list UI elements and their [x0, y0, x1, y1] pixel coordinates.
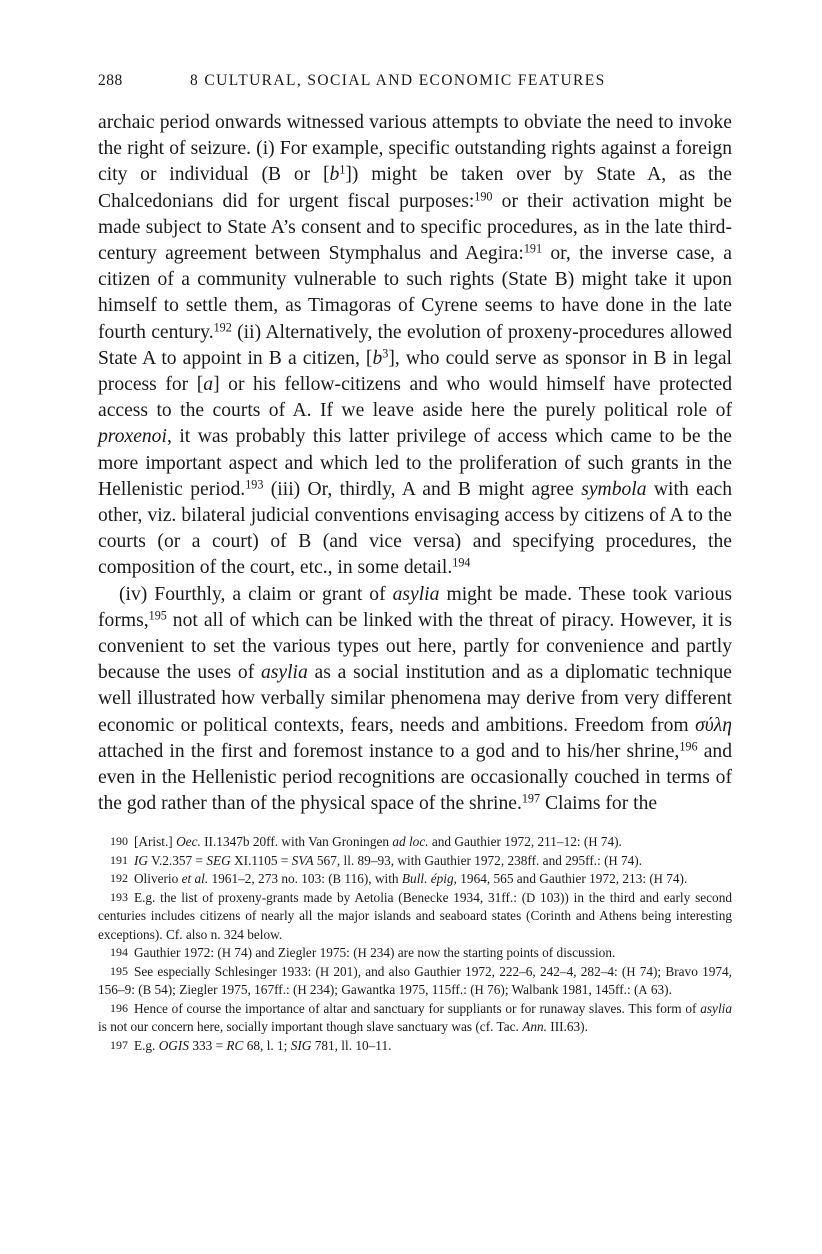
text-run: or, the inverse case, a citizen of a community vulnerable to such rights (State B) might take it upon himself to settle them, as Timagoras of Cyrene seems to have done in the late fourth century. — [98, 243, 732, 343]
section-ref: B — [142, 983, 152, 998]
italic-term: proxenoi — [98, 426, 167, 448]
footnote-ref-197[interactable]: 197 — [521, 791, 541, 806]
italic-term: SIG — [290, 1037, 312, 1053]
text-run: Claims for the — [540, 793, 658, 815]
footnote-196 — [98, 1000, 732, 1037]
italic-term: Ann. — [522, 1019, 547, 1035]
text-run: Hence of course the importance of altar and sanctuary for suppliants or for runaway slaves. This form of — [133, 1000, 701, 1016]
text-run: V.2.357 = — [147, 852, 207, 868]
variable-a: a — [203, 374, 214, 396]
italic-term: asylia — [392, 583, 440, 605]
text-run: 74). — [597, 834, 622, 850]
text-run: archaic period onwards witnessed various attempts to obviate the need to invoke the right of seizure. (i) For example, specific outstanding rights against a foreign city or individual (B or [ — [98, 112, 732, 186]
text-run: 116), with — [341, 871, 402, 887]
book-page — [98, 72, 732, 1055]
footnote-number: 190 — [110, 834, 128, 849]
section-ref: H — [653, 872, 663, 887]
text-run: II.1347b 20ff. with Van Groningen — [200, 834, 393, 850]
footnote-number: 194 — [110, 945, 128, 960]
section-ref: H — [319, 964, 330, 979]
text-run: 567, ll. 89–93, with Gauthier 1972, 238ff. and 295ff.: ( — [313, 852, 609, 868]
footnote-number: 197 — [110, 1037, 128, 1052]
italic-term: OGIS — [158, 1037, 189, 1053]
superscript: 3 — [382, 346, 389, 361]
italic-term: symbola — [581, 478, 647, 500]
section-ref: H — [626, 964, 636, 979]
text-run: E.g. the list of proxeny-grants made by Aetolia (Benecke 1934, 31ff.: ( — [133, 889, 527, 905]
section-ref: B — [332, 872, 342, 887]
paragraph-1 — [98, 110, 732, 582]
footnote-number: 192 — [110, 871, 128, 886]
section-ref: H — [357, 946, 367, 961]
text-run: or their activation might be made subject to State A’s consent and to specific procedures, as in the late third-century agreement between Stymphalus and Aegira: — [98, 190, 732, 265]
italic-term: IG — [133, 852, 148, 868]
main-text — [98, 110, 732, 817]
variable-b: b — [372, 347, 383, 369]
italic-term: Oec. — [176, 834, 201, 850]
text-run: 103)) in the third and early second centuries includes citizens of nearly all the major islands and seaboard states (Corinth and Athens being interesting exceptions). Cf. also n. 324 below. — [98, 889, 732, 942]
footnote-193 — [98, 889, 732, 945]
text-run: as a social institution and as a diplomatic technique well illustrated how verbally similar phenomena may derive from very different economic or political contexts, fears, needs and ambitions. Freedom from — [98, 662, 732, 736]
paragraph-2 — [98, 582, 732, 818]
text-run: 76); Walbank 1981, 145ff.: ( — [483, 982, 639, 998]
text-run: and even in the Hellenistic period recognitions are occasionally couched in terms of the god rather than of the physical space of the shrine. — [98, 740, 732, 815]
running-title: 8 CULTURAL, SOCIAL AND ECONOMIC FEATURES — [190, 72, 606, 89]
section-ref: H — [221, 946, 231, 961]
footnote-ref-196[interactable]: 196 — [679, 739, 698, 754]
footnote-194 — [98, 944, 732, 963]
footnote-ref-194[interactable]: 194 — [452, 555, 471, 570]
text-run: XI.1105 = — [230, 852, 292, 868]
running-header — [98, 72, 732, 94]
italic-term: et al. — [181, 871, 209, 887]
footnote-number: 193 — [110, 889, 128, 904]
text-run: ] or his fellow-citizens and who would himself have protected access to the courts of A. If we leave aside here the purely political role of — [98, 374, 732, 422]
text-run: See especially Schlesinger 1933: ( — [133, 963, 320, 979]
text-run: 201), and also Gauthier 1972, 222–6, 242–4, 282–4: ( — [329, 963, 627, 979]
footnote-ref-192[interactable]: 192 — [213, 319, 232, 334]
footnote-195 — [98, 963, 732, 1000]
footnote-ref-190[interactable]: 190 — [474, 188, 493, 203]
text-run: is not our concern here, socially important though slave sanctuary was (cf. Tac. — [98, 1019, 523, 1035]
text-run: 1961–2, 273 no. 103: ( — [208, 871, 333, 887]
text-run: 333 = — [189, 1037, 227, 1053]
text-run: 234) are now the starting points of discussion. — [366, 945, 616, 961]
text-run: 74). — [662, 871, 688, 887]
italic-term: ad loc. — [392, 834, 429, 850]
superscript: 1 — [339, 162, 346, 177]
section-ref: H — [297, 983, 307, 998]
section-ref: H — [588, 835, 598, 850]
text-run: [Arist.] — [133, 834, 177, 850]
text-run: 74); Bravo 1974, 156–9: ( — [98, 963, 732, 998]
italic-term: SVA — [291, 852, 314, 868]
text-run: and Gauthier 1972, 211–12: ( — [428, 834, 589, 850]
italic-term: asylia — [261, 662, 308, 684]
section-ref: H — [608, 853, 618, 868]
footnote-ref-191[interactable]: 191 — [523, 241, 543, 256]
variable-b: b — [329, 164, 340, 186]
footnote-number: 195 — [110, 963, 128, 978]
text-run: 74). — [617, 852, 643, 868]
section-ref: H — [474, 983, 484, 998]
text-run: ], who could serve as sponsor in B in legal process for [ — [98, 347, 733, 396]
text-run: Oliverio — [133, 871, 182, 887]
italic-term: Bull. épig — [401, 871, 454, 887]
italic-term: asylia — [700, 1000, 732, 1016]
italic-term: RC — [226, 1037, 244, 1053]
text-run: 74) and Ziegler 1975: ( — [230, 945, 358, 961]
footnote-number: 191 — [110, 852, 128, 867]
text-run: attached in the first and foremost instance to a god and to his/her shrine, — [98, 740, 680, 762]
text-run: (ii) Alternatively, the evolution of proxeny-procedures allowed State A to appoint in B a citizen, [ — [98, 321, 733, 369]
section-ref: D — [526, 890, 536, 905]
text-run: E.g. — [133, 1037, 159, 1053]
text-run: Gauthier 1972: ( — [133, 945, 222, 961]
footnote-192 — [98, 870, 732, 889]
footnote-191 — [98, 852, 732, 871]
text-run: 63). — [647, 982, 672, 998]
text-run: , 1964, 565 and Gauthier 1972, 213: ( — [453, 871, 654, 887]
text-run: (iii) Or, thirdly, A and B might agree — [263, 478, 582, 500]
footnote-number: 196 — [110, 1000, 128, 1015]
footnote-190 — [98, 833, 732, 852]
footnote-197 — [98, 1037, 732, 1056]
italic-term: SEG — [206, 852, 231, 868]
footnote-ref-195[interactable]: 195 — [148, 608, 167, 623]
text-run: 68, l. 1; — [243, 1037, 291, 1053]
text-run: 234); Gawantka 1975, 115ff.: ( — [306, 982, 475, 998]
page-number: 288 — [98, 72, 123, 89]
text-run: III.63). — [546, 1019, 588, 1035]
text-run: might be made. These took various forms, — [98, 583, 732, 631]
text-run: not all of which can be linked with the threat of piracy. However, it is convenient to set the various types out here, partly for convenience and partly because the uses of — [98, 609, 732, 684]
section-ref: A — [638, 983, 648, 998]
text-run: , it was probably this latter privilege of access which came to be the more important aspect and which led to the proliferation of such grants in the Hellenistic period. — [98, 426, 732, 500]
footnotes — [98, 833, 732, 1055]
footnote-ref-193[interactable]: 193 — [245, 477, 264, 492]
text-run: ]) might be taken over by State A, as the Chalcedonians did for urgent fiscal purposes: — [98, 164, 732, 212]
greek-term: σύλη — [695, 714, 732, 736]
text-run: 781, ll. 10–11. — [311, 1037, 392, 1053]
text-run: 54); Ziegler 1975, 167ff.: ( — [151, 982, 298, 998]
text-run: with each other, viz. bilateral judicial conventions envisaging access by citizens of A to the courts (or a court) of B (and vice versa) and specifying procedures, the composition of the court, etc., in some detail. — [98, 478, 732, 579]
text-run: (iv) Fourthly, a claim or grant of — [119, 583, 393, 605]
